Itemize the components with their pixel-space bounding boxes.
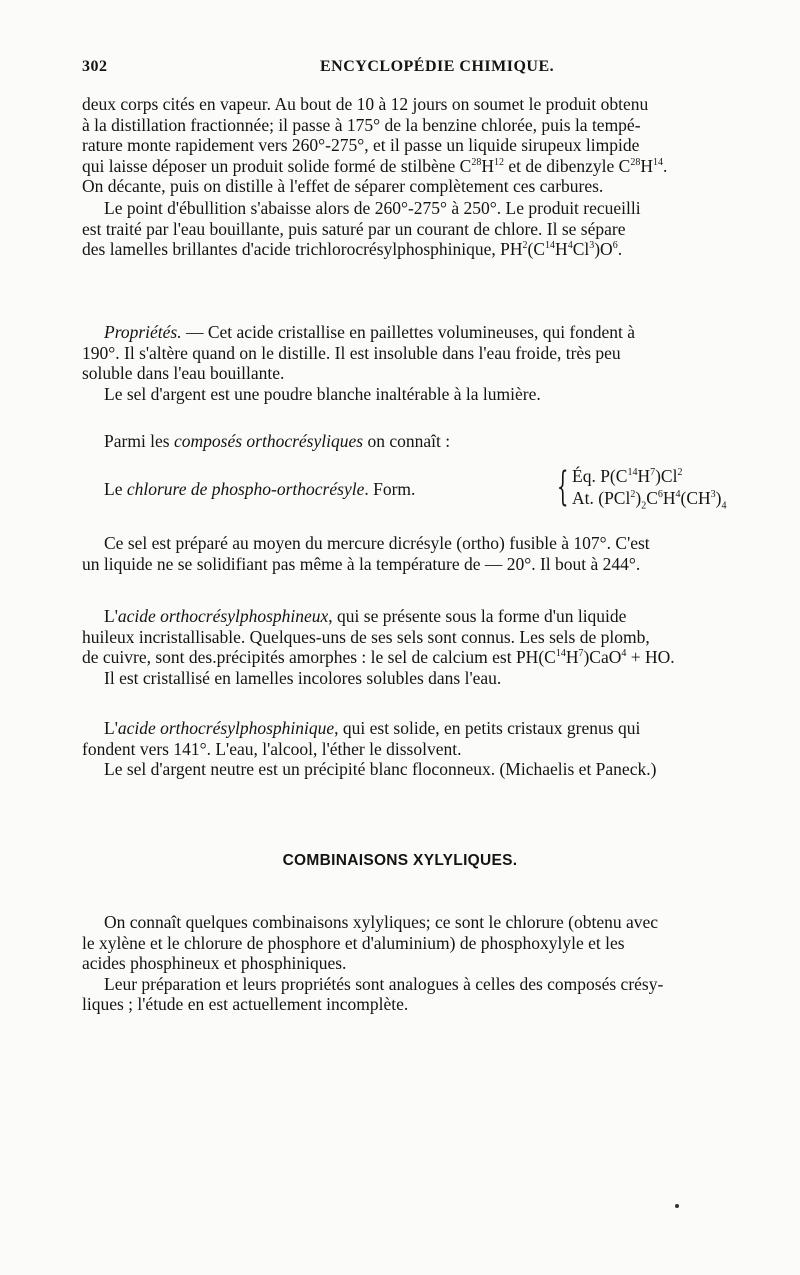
formula-line xyxy=(82,466,738,510)
text-line: un liquide ne se solidifiant pas même à la température de — 20°. Il bout à 244°. xyxy=(82,553,641,574)
text-line: Propriétés. — Cet acide cristallise en paillettes volumineuses, qui fondent à xyxy=(104,322,636,342)
text-line: soluble dans l'eau bouillante. xyxy=(82,363,285,383)
text-line: Il est cristallisé en lamelles incolores solubles dans l'eau. xyxy=(104,667,502,688)
text-line: rature monte rapidement vers 260°-275°, et il passe un liquide sirupeux limpide xyxy=(82,135,640,155)
text-line: à la distillation fractionnée; il passe à 175° de la benzine chlorée, puis la tempé- xyxy=(82,114,641,135)
paragraph-boiling-point xyxy=(82,198,738,260)
text-line: est traité par l'eau bouillante, puis saturé par un courant de chlore. Il se sépare xyxy=(82,218,626,239)
text-line: On connaît quelques combinaisons xylyliques; ce sont le chlorure (obtenu avec xyxy=(104,912,659,932)
page-header xyxy=(82,56,722,82)
text-line: deux corps cités en vapeur. Au bout de 10 à 12 jours on soumet le produit obtenu xyxy=(82,94,649,114)
formula-label: Le chlorure de phospho-orthocrésyle. Form. xyxy=(104,479,416,499)
formula-block xyxy=(82,466,738,510)
page-number: 302 xyxy=(82,58,108,75)
text-line: L'acide orthocrésylphosphinique, qui est solide, en petits cristaux grenus qui xyxy=(104,718,641,738)
text-line: Le sel d'argent neutre est un précipité blanc floconneux. (Michaelis et Paneck.) xyxy=(104,759,657,779)
running-title: ENCYCLOPÉDIE CHIMIQUE. xyxy=(320,58,555,75)
paragraph-properties xyxy=(82,322,738,404)
paragraph-preparation xyxy=(82,533,738,574)
paragraph-orthocresyl-intro xyxy=(82,431,738,452)
text-line: des lamelles brillantes d'acide trichlorocrésylphosphinique, $PH^2(C^{14}H^4Cl^3)O^6$. xyxy=(82,239,623,259)
text-line: 190°. Il s'altère quand on le distille. Il est insoluble dans l'eau froide, très peu xyxy=(82,342,621,363)
text-line: liques ; l'étude en est actuellement incomplète. xyxy=(82,994,409,1014)
text-line: fondent vers 141°. L'eau, l'alcool, l'éther le dissolvent. xyxy=(82,738,462,759)
paragraph-xylyl xyxy=(82,912,738,1015)
text-line: Parmi les composés orthocrésyliques on connaît : xyxy=(104,431,451,451)
brace: { xyxy=(556,464,569,510)
text-line: On décante, puis on distille à l'effet de séparer complètement ces carbures. xyxy=(82,176,604,196)
paragraph-phosphinic-acid xyxy=(82,718,738,780)
formula-equivalent: Éq. $P(C^{14}H^7)Cl^2$ xyxy=(572,466,683,486)
text-line: Leur préparation et leurs propriétés sont analogues à celles des composés crésy- xyxy=(104,973,664,994)
properties-label: Propriétés. xyxy=(104,322,182,342)
text-line: le xylène et le chlorure de phosphore et d'aluminium) de phosphoxylyle et les xyxy=(82,932,625,953)
section-title: COMBINAISONS XYLYLIQUES. xyxy=(282,852,518,869)
ink-speck xyxy=(675,1204,679,1208)
paragraph-distillation xyxy=(82,94,738,197)
text-line: L'acide orthocrésylphosphineux, qui se présente sous la forme d'un liquide xyxy=(104,606,627,626)
text-line: huileux incristallisable. Quelques-uns de ses sels sont connus. Les sels de plomb, xyxy=(82,626,650,647)
text-line: de cuivre, sont des.précipités amorphes : le sel de calcium est $PH(C^{14}H^7)CaO^4$ + HO. xyxy=(82,647,675,667)
text-line: acides phosphineux et phosphiniques. xyxy=(82,953,347,973)
formula-atomic: At. $(PCl^2)_2C^6H^4(CH^3)_4$ xyxy=(572,488,727,512)
text-line: Le point d'ébullition s'abaisse alors de 260°-275° à 250°. Le produit recueilli xyxy=(104,198,641,218)
bleed-through xyxy=(520,300,524,321)
text-line: Le sel d'argent est une poudre blanche inaltérable à la lumière. xyxy=(104,383,541,404)
paragraph-phosphinous-acid xyxy=(82,606,738,688)
text-line: qui laisse déposer un produit solide formé de stilbène $C^{28}H^{12}$ et de dibenzyle $C^{28}H^{14}$. xyxy=(82,155,668,176)
text-line: Ce sel est préparé au moyen du mercure dicrésyle (ortho) fusible à 107°. C'est xyxy=(104,533,650,553)
